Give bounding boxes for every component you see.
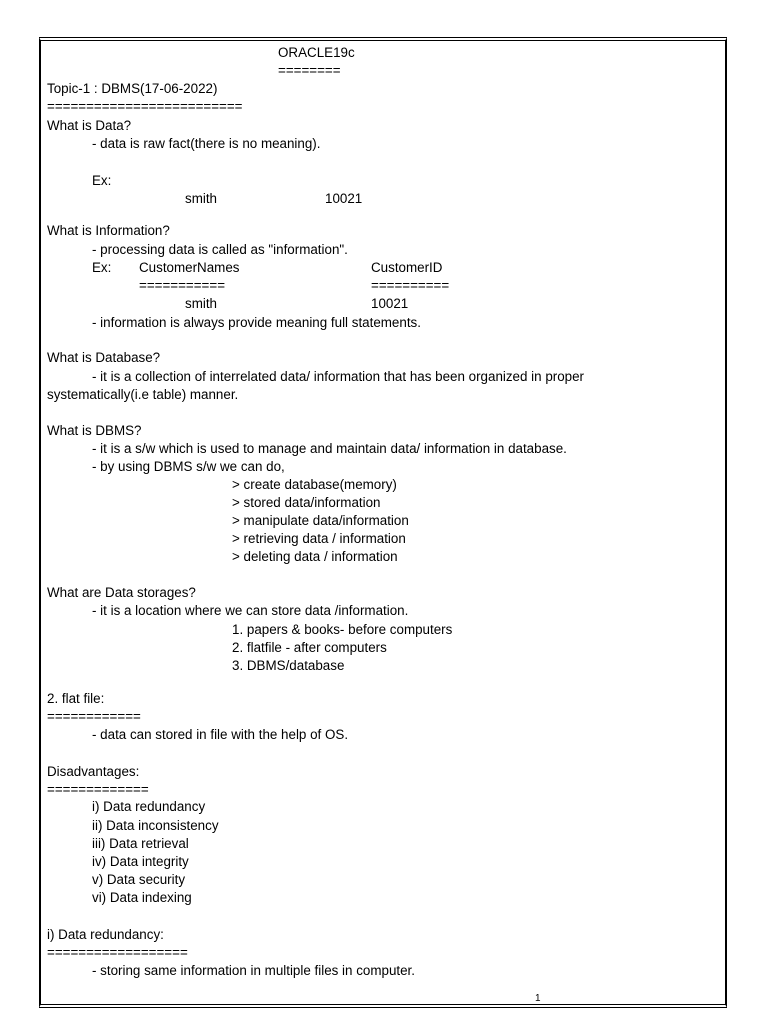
information-col2-underline: ========== (371, 278, 450, 293)
data-ex-label: Ex: (92, 173, 112, 188)
information-col2-value: 10021 (371, 296, 409, 311)
storage-heading: What are Data storages? (47, 585, 196, 600)
disadvantages-heading: Disadvantages: (47, 764, 140, 779)
disadvantages-underline: ============= (47, 782, 149, 797)
disadvantage-item: ii) Data inconsistency (92, 818, 219, 833)
data-definition: - data is raw fact(there is no meaning). (92, 136, 321, 151)
document-title: ORACLE19c (278, 45, 355, 60)
topic-heading: Topic-1 : DBMS(17-06-2022) (47, 81, 218, 96)
dbms-item: > create database(memory) (232, 477, 397, 492)
dbms-item: > retrieving data / information (232, 531, 406, 546)
information-ex-label: Ex: (92, 260, 112, 275)
disadvantage-item: v) Data security (92, 872, 186, 887)
data-ex-id: 10021 (325, 191, 363, 206)
redundancy-heading: i) Data redundancy: (47, 927, 164, 942)
title-underline: ======== (278, 63, 341, 78)
information-col1-value: smith (185, 296, 217, 311)
database-heading: What is Database? (47, 350, 161, 365)
redundancy-line1: - storing same information in multiple files in computer. (92, 963, 415, 978)
information-col1-header: CustomerNames (139, 260, 240, 275)
disadvantage-item: vi) Data indexing (92, 890, 192, 905)
dbms-item: > manipulate data/information (232, 513, 409, 528)
information-definition: - processing data is called as "information". (92, 242, 348, 257)
disadvantage-item: iii) Data retrieval (92, 836, 189, 851)
database-line2: systematically(i.e table) manner. (47, 387, 239, 402)
flatfile-underline: ============ (47, 709, 141, 724)
information-col1-underline: =========== (139, 278, 226, 293)
disadvantage-item: i) Data redundancy (92, 799, 206, 814)
dbms-line1: - it is a s/w which is used to manage and maintain data/ information in database. (92, 441, 567, 456)
disadvantage-item: iv) Data integrity (92, 854, 189, 869)
information-col2-header: CustomerID (371, 260, 443, 275)
topic-underline: ========================= (47, 99, 243, 114)
flatfile-line1: - data can stored in file with the help of OS. (92, 727, 349, 742)
dbms-item: > stored data/information (232, 495, 381, 510)
flatfile-heading: 2. flat file: (47, 691, 105, 706)
storage-item: 3. DBMS/database (232, 658, 345, 673)
database-line1: - it is a collection of interrelated data/ information that has been organized in proper (92, 369, 585, 384)
dbms-line2: - by using DBMS s/w we can do, (92, 459, 285, 474)
storage-line1: - it is a location where we can store data /information. (92, 603, 409, 618)
storage-item: 1. papers & books- before computers (232, 622, 453, 637)
storage-item: 2. flatfile - after computers (232, 640, 387, 655)
dbms-item: > deleting data / information (232, 549, 398, 564)
dbms-heading: What is DBMS? (47, 423, 142, 438)
information-heading: What is Information? (47, 223, 170, 238)
redundancy-underline: ================== (47, 945, 188, 960)
information-note: - information is always provide meaning full statements. (92, 315, 421, 330)
data-ex-name: smith (185, 191, 217, 206)
data-heading: What is Data? (47, 118, 132, 133)
page-number: 1 (535, 993, 541, 1004)
